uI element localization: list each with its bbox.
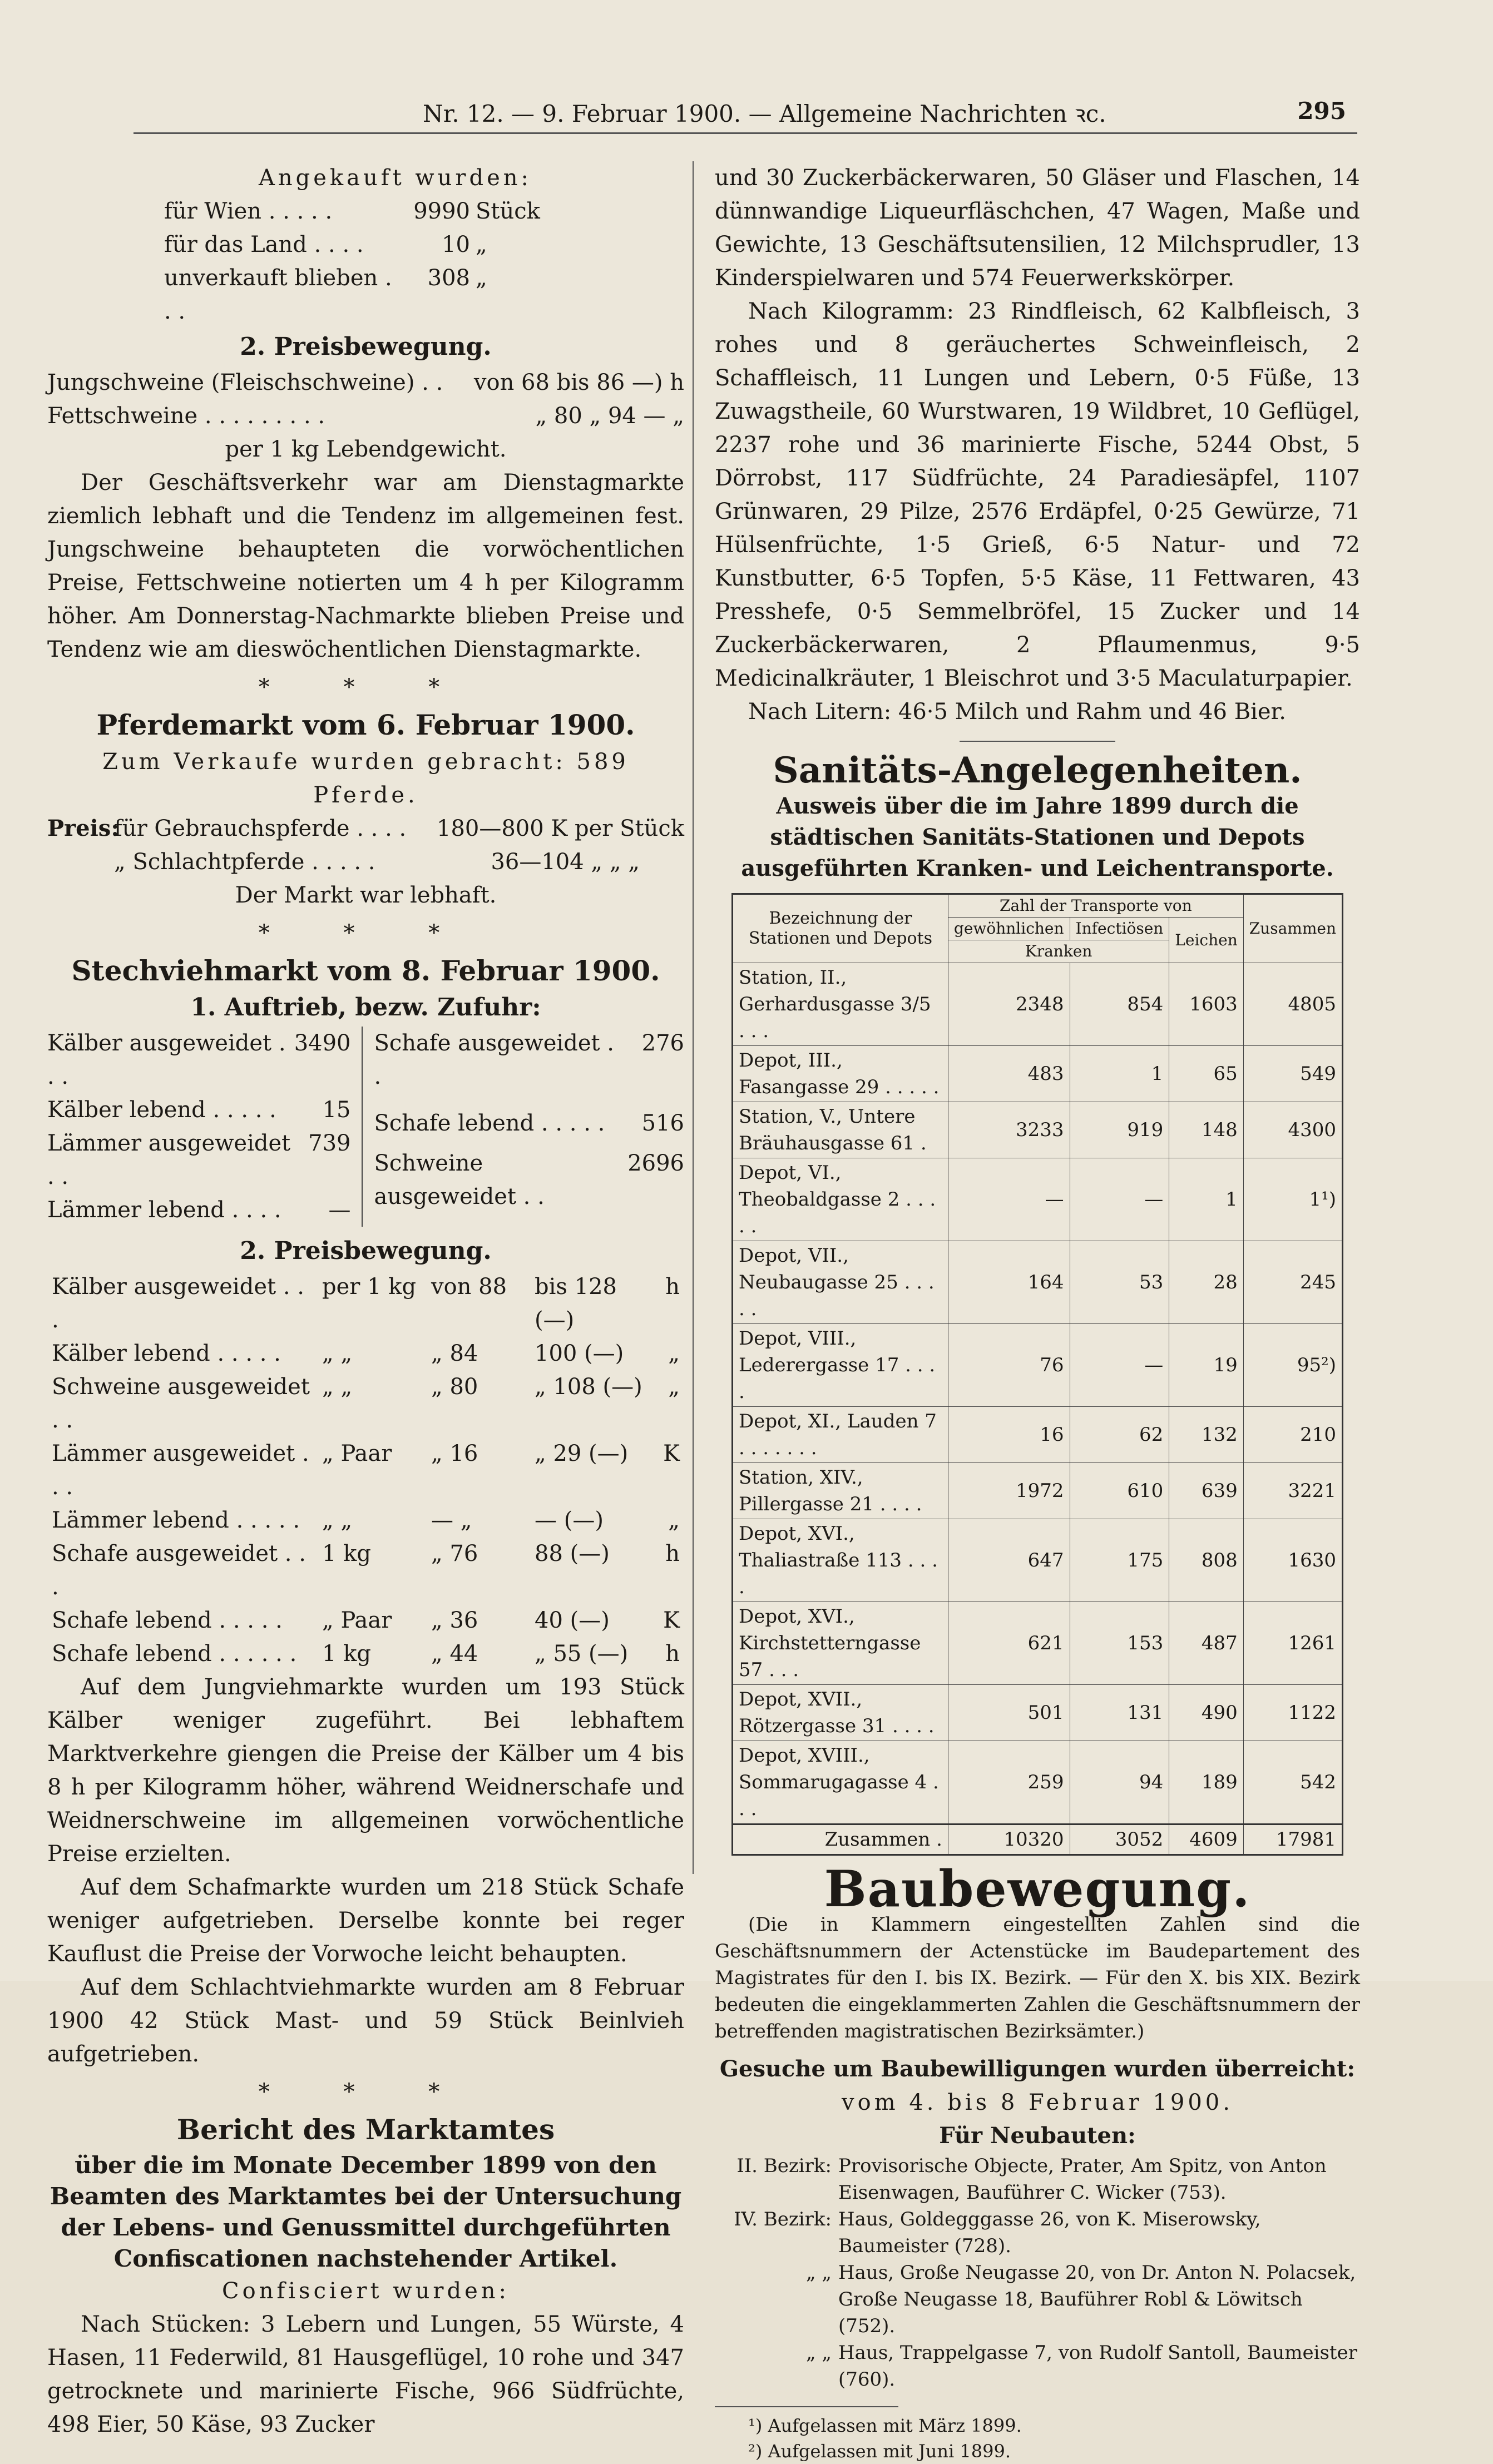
price2-title: 2. Preisbewegung. — [240, 1237, 492, 1265]
col-header-kranken: Kranken — [948, 940, 1169, 963]
stech-supply-left — [47, 1027, 363, 1227]
horse-market-title: Pferdemarkt vom 6. Februar 1900. — [96, 708, 635, 741]
col-header-station: Bezeichnung der Stationen und Depots — [733, 894, 948, 963]
table-row: Depot, III., Fasangasse 29 . . . . . 483 1 65 549 — [733, 1046, 1343, 1102]
report-title: Bericht des Marktamtes — [176, 2113, 555, 2146]
table-row: Schafe lebend . . . . . 516 — [374, 1110, 684, 1136]
page-header — [423, 97, 1346, 129]
price2-table — [47, 1270, 684, 1670]
bought-table — [164, 195, 540, 328]
section-stars: * * * — [258, 675, 473, 700]
confiscated-title: Confisciert wurden: — [222, 2278, 510, 2304]
sanitary-subtitle: Ausweis über die im Jahre 1899 durch die städtischen Sanitäts-Stationen und Depots ausgeführten Kranken- und Leichentransporte. — [741, 793, 1334, 881]
list-item: IV. Bezirk: Haus, Goldegggasse 26, von K. Miserowsky, Baumeister (728). — [734, 2208, 1261, 2257]
table-row: Depot, VIII., Lederergasse 17 . . . . 76 — 19 95²) — [733, 1324, 1343, 1407]
column-divider — [693, 161, 694, 1874]
sanitary-title: Sanitäts-Angelegenheiten. — [773, 750, 1302, 791]
table-row: Lämmer lebend . . . . . „ „ — „ — (—) „ — [52, 1508, 680, 1533]
table-row: Depot, XVII., Rötzergasse 31 . . . . 501 131 490 1122 — [733, 1685, 1343, 1741]
col-header-infect: Infectiösen — [1070, 918, 1169, 940]
market-paragraph-1: Der Geschäftsverkehr war am Dienstagmarkte ziemlich lebhaft und die Tendenz im allgemeinen fest. Jungschweine behaupteten die vorwöchentlichen Preise, Fettschweine notierten um 4 h per Kilogramm höher. Am Donnerstag-Nachmarkte blieben Preise und Tendenz wie am dieswöchentlichen Dienstagmarkte. — [47, 470, 684, 662]
table-row: Schafe ausgeweidet . . 276 — [374, 1030, 684, 1089]
table-row: für Wien . . . . . 9990 Stück — [164, 199, 540, 224]
kilogram-paragraph: Nach Kilogramm: 23 Rindfleisch, 62 Kalbfleisch, 3 rohes und 8 geräuchertes Schweinfleisch, 2 Schaffleisch, 11 Lungen und Lebern, 0·5 Füße, 13 Zuwagstheile, 60 Wurstwaren, 19 Wildbret, 10 Geflügel, 2237 rohe und 36 marinierte Fische, 5244 Obst, 5 Dörrobst, 117 Südfrüchte, 24 Paradiesäpfel, 1107 Grünwaren, 29 Pilze, 2576 Erdäpfel, 0·25 Gewürze, 71 Hülsenfrüchte, 1·5 Grieß, 6·5 Natur- und 72 Kunstbutter, 6·5 Topfen, 5·5 Käse, 11 Fettwaren, 43 Presshefe, 0·5 Semmelbröfel, 15 Zucker und 14 Zuckerbäckerwaren, 2 Pflaumenmus, 9·5 Medicinalkräuter, 1 Bleischrot und 3·5 Maculaturpapier. — [715, 299, 1360, 691]
horse-price-label: Preis: — [47, 815, 120, 841]
page-number: 295 — [1297, 97, 1346, 125]
table-row: Depot, XI., Lauden 7 . . . . . . . 16 62 132 210 — [733, 1407, 1343, 1463]
table-row: Schafe lebend . . . . . „ Paar „ 36 40 (—) K — [52, 1608, 680, 1633]
table-row: Station, XIV., Pillergasse 21 . . . . 1972 610 639 3221 — [733, 1463, 1343, 1519]
col-header-total: Zusammen — [1243, 894, 1342, 963]
table-row: Lämmer lebend . . . . — — [47, 1197, 351, 1223]
horse-note: Der Markt war lebhaft. — [235, 883, 497, 908]
table-row: Schafe lebend . . . . . . 1 kg „ 44 „ 55 (—) h — [52, 1641, 680, 1667]
table-row: für das Land . . . . 10 „ — [164, 232, 487, 257]
table-row: Depot, VI., Theobaldgasse 2 . . . . . — — 1 1¹) — [733, 1158, 1343, 1241]
market-paragraph-4: Auf dem Schlachtviehmarkte wurden am 8 Februar 1900 42 Stück Mast- und 59 Stück Beinlvieh aufgetrieben. — [47, 1975, 684, 2067]
table-row: Depot, XVI., Kirchstetterngasse 57 . . . 621 153 487 1261 — [733, 1602, 1343, 1685]
market-paragraph-3: Auf dem Schafmarkte wurden um 218 Stück Schafe weniger aufgetrieben. Derselbe konnte bei reger Kauflust die Preise der Vorwoche leicht behaupten. — [47, 1875, 684, 1967]
table-row: Kälber ausgeweidet . . . per 1 kg von 88 bis 128 (—) h — [52, 1274, 680, 1333]
horse-price-row: Preis: für Gebrauchspferde . . . . 180—800 K per Stück — [47, 812, 684, 845]
price1-title: 2. Preisbewegung. — [240, 333, 492, 361]
list-item: „ „ Haus, Große Neugasse 20, von Dr. Anton N. Polacsek, Große Neugasse 18, Bauführer Robl & Löwitsch (752). — [805, 2262, 1356, 2337]
right-column — [715, 161, 1360, 2464]
table-row: Station, II., Gerhardusgasse 3/5 . . . 2348 854 1603 4805 — [733, 963, 1343, 1046]
confiscated-paragraph: Nach Stücken: 3 Lebern und Lungen, 55 Würste, 4 Hasen, 11 Federwild, 81 Hausgeflügel, 10 rohe und 347 getrocknete und marinierte Fische, 966 Südfrüchte, 498 Eier, 50 Käse, 93 Zucker — [47, 2312, 684, 2437]
stech-subtitle: 1. Auftrieb, bezw. Zufuhr: — [190, 993, 541, 1022]
price1-row: Jungschweine (Fleischschweine) . . von 68 bis 86 —) h — [47, 370, 684, 395]
table-row: Depot, VII., Neubaugasse 25 . . . . . 164 53 28 245 — [733, 1241, 1343, 1324]
horse-sale-line: Zum Verkaufe wurden gebracht: 589 Pferde. — [102, 749, 629, 808]
market-paragraph-2: Auf dem Jungviehmarkte wurden um 193 Stück Kälber weniger zugeführt. Bei lebhaftem Marktverkehre giengen die Preise der Kälber um 4 bis 8 h per Kilogramm höher, während Weidnerschafe und Weidnerschweine im allgemeinen vorwöchentliche Preise erzielten. — [47, 1674, 684, 1867]
stech-supply-right — [374, 1027, 684, 1227]
col-header-leichen: Leichen — [1169, 918, 1243, 963]
header-rule — [134, 132, 1357, 134]
list-item: „ „ Haus, Trappelgasse 7, von Rudolf Santoll, Baumeister (760). — [805, 2342, 1357, 2391]
table-row: Lämmer ausgeweidet . . 739 — [47, 1131, 351, 1189]
section-rule — [960, 741, 1115, 742]
section-stars: * * * — [258, 2079, 473, 2105]
table-row: Kälber lebend . . . . . „ „ „ 84 100 (—) „ — [52, 1341, 680, 1366]
table-row: Schafe ausgeweidet . . . 1 kg „ 76 88 (—) h — [52, 1541, 680, 1600]
building-note: (Die in Klammern eingestellten Zahlen sind die Geschäftsnummern der Actenstücke im Baudepartement des Magistrates für den I. bis IX. Bezirk. — Für den X. bis XIX. Bezirk bedeuten die eingeklammerten Zahlen die Geschäftsnummern der betreffenden magistratischen Bezirksämter.) — [715, 1913, 1360, 2042]
applications-title: Gesuche um Baubewilligungen wurden überreicht: — [719, 2056, 1356, 2082]
confiscated-continued: und 30 Zuckerbäckerwaren, 50 Gläser und Flaschen, 14 dünnwandige Liqueurfläschchen, 47 Wagen, Maße und Gewichte, 13 Geschäftsutensilien, 12 Milchsprudler, 13 Kinderspielwaren und 574 Feuerwerkskörper. — [715, 165, 1360, 291]
report-subtitle: über die im Monate December 1899 von den Beamten des Marktamtes bei der Untersuchung der Lebens- und Genussmittel durchgeführten Confiscationen nachstehender Artikel. — [50, 2151, 682, 2272]
table-row: unverkauft blieben . . . 308 „ — [164, 265, 487, 324]
footnote-rule — [715, 2406, 898, 2407]
new-buildings-list — [715, 2153, 1360, 2393]
section-stars: * * * — [258, 920, 473, 946]
header-title: Nr. 12. — 9. Februar 1900. — Allgemeine Nachrichten ꝛc. — [423, 100, 1106, 127]
list-item: II. Bezirk: Provisorische Objecte, Prater, Am Spitz, von Anton Eisenwagen, Bauführer C. Wicker (753). — [736, 2155, 1327, 2204]
new-buildings-title: Für Neubauten: — [939, 2123, 1136, 2149]
footnote-1: ¹) Aufgelassen mit März 1899. — [748, 2415, 1022, 2436]
table-row: Station, V., Untere Bräuhausgasse 61 . 3233 919 148 4300 — [733, 1102, 1343, 1158]
transport-table — [731, 893, 1343, 1856]
col-header-group: Zahl der Transporte von — [948, 894, 1243, 918]
table-row: Depot, XVI., Thaliastraße 113 . . . . 647 175 808 1630 — [733, 1519, 1343, 1602]
table-row: Lämmer ausgeweidet . . . „ Paar „ 16 „ 29 (—) K — [52, 1441, 680, 1500]
table-row: Kälber ausgeweidet . . . 3490 — [47, 1030, 351, 1089]
left-column — [47, 161, 684, 2441]
stech-market-title: Stechviehmarkt vom 8. Februar 1900. — [71, 954, 660, 987]
applications-date: vom 4. bis 8 Februar 1900. — [842, 2090, 1233, 2115]
horse-price-row: „ Schlachtpferde . . . . . 36—104 „ „ „ — [114, 849, 640, 875]
liter-paragraph: Nach Litern: 46·5 Milch und Rahm und 46 Bier. — [748, 699, 1286, 725]
table-header-row — [733, 894, 1343, 918]
footnote-2: ²) Aufgelassen mit Juni 1899. — [748, 2441, 1011, 2462]
price1-note: per 1 kg Lebendgewicht. — [225, 437, 507, 462]
table-row: Schweine ausgeweidet . . „ „ „ 80 „ 108 (—) „ — [52, 1374, 680, 1433]
bought-title: Angekauft wurden: — [259, 165, 532, 191]
table-row: Schweine ausgeweidet . . 2696 — [374, 1151, 684, 1209]
table-row: Depot, XVIII., Sommarugagasse 4 . . . 259 94 189 542 — [733, 1741, 1343, 1825]
building-title: Baubewegung. — [824, 1860, 1251, 1918]
table-row: Kälber lebend . . . . . 15 — [47, 1097, 351, 1123]
price1-row: Fettschweine . . . . . . . . . „ 80 „ 94 — „ — [47, 403, 684, 429]
stech-supply — [47, 1027, 684, 1227]
table-total-row: Zusammen . 10320 3052 4609 17981 — [733, 1825, 1343, 1855]
col-header-normal: gewöhnlichen — [948, 918, 1070, 940]
